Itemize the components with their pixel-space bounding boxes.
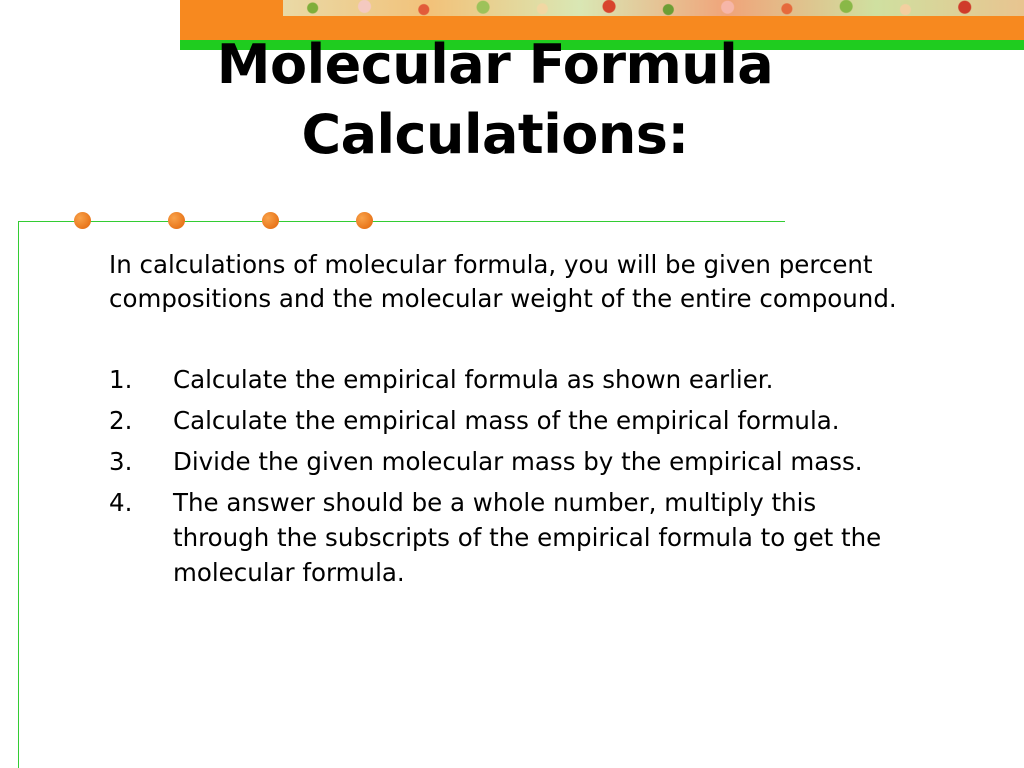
- step-number: 3.: [109, 447, 133, 476]
- orange-dot-icon: [356, 212, 373, 229]
- step-item: [109, 485, 929, 590]
- step-line: Calculate the empirical formula as shown earlier.: [173, 365, 774, 394]
- step-line: The answer should be a whole number, multiply this: [173, 488, 817, 517]
- step-text: [173, 485, 929, 590]
- content-frame-left-line: [18, 221, 19, 768]
- step-number: 2.: [109, 406, 133, 435]
- step-item: [109, 362, 929, 397]
- step-line: molecular formula.: [173, 558, 405, 587]
- step-number: 4.: [109, 488, 133, 517]
- step-text: [173, 403, 929, 438]
- step-line: through the subscripts of the empirical formula to get the: [173, 523, 882, 552]
- slide-title-line-1: Molecular Formula: [216, 33, 774, 96]
- step-text: [173, 444, 929, 479]
- steps-list: [109, 362, 929, 596]
- content-frame-top-line: [18, 221, 785, 222]
- header-decorative-image: [283, 0, 1024, 16]
- step-line: Divide the given molecular mass by the empirical mass.: [173, 447, 863, 476]
- step-text: [173, 362, 929, 397]
- step-number: 1.: [109, 365, 133, 394]
- step-item: [109, 444, 929, 479]
- intro-paragraph: [109, 248, 929, 316]
- slide-title: [180, 30, 810, 170]
- slide-title-line-2: Calculations:: [301, 103, 689, 166]
- step-line: Calculate the empirical mass of the empirical formula.: [173, 406, 840, 435]
- orange-dot-icon: [168, 212, 185, 229]
- intro-line: In calculations of molecular formula, you will be given percent: [109, 250, 873, 279]
- intro-line: compositions and the molecular weight of the entire compound.: [109, 284, 897, 313]
- step-item: [109, 403, 929, 438]
- orange-dot-icon: [74, 212, 91, 229]
- orange-dot-icon: [262, 212, 279, 229]
